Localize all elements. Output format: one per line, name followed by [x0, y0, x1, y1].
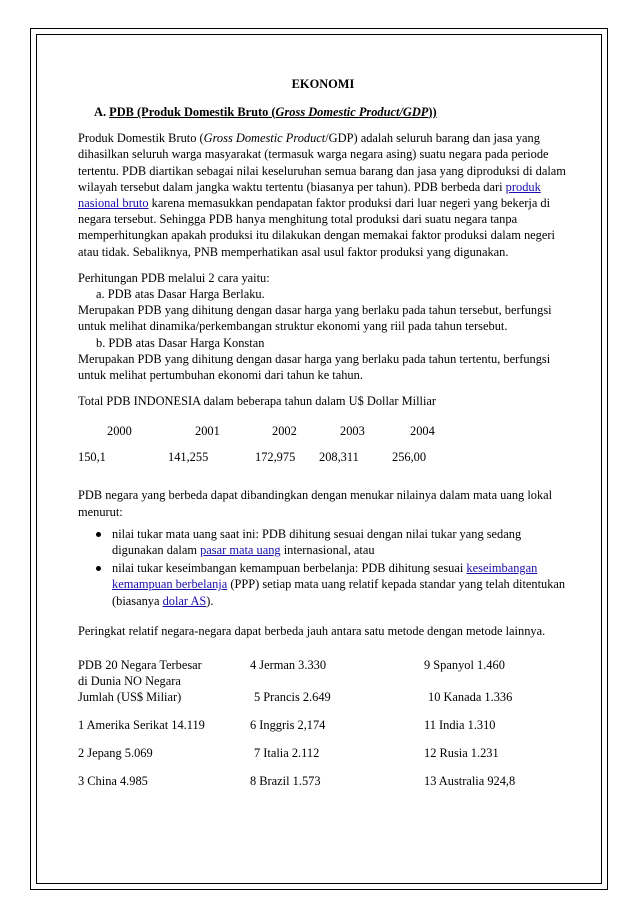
value-cell: 172,975 [255, 450, 296, 465]
year-cell: 2003 [340, 424, 365, 439]
compare-intro: PDB negara yang berbeda dapat dibandingkan dengan menukar nilainya dalam mata uang lokal menurut: [78, 488, 553, 519]
total-heading: Total PDB INDONESIA dalam beberapa tahun dalam U$ Dollar Milliar [78, 394, 437, 409]
list-item [78, 526, 568, 558]
ranking-head-1: PDB 20 Negara Terbesar [78, 658, 202, 673]
section-a-title-italic: Gross Domestic Product/GDP [275, 105, 429, 119]
ranking-row [78, 657, 568, 673]
compare-list [78, 526, 568, 609]
ranking-cell: 13 Australia 924,8 [424, 774, 516, 789]
ranking-cell: 4 Jerman 3.330 [250, 658, 327, 673]
ranking-cell: 7 Italia 2.112 [254, 746, 320, 761]
b2-pre: nilai tukar keseimbangan kemampuan berbelanja: PDB dihitung sesuai [112, 561, 467, 576]
para1-italic: Gross Domestic Product [203, 131, 326, 146]
page-title: EKONOMI [291, 77, 355, 91]
year-cell: 2002 [272, 424, 297, 439]
total-values-row [78, 449, 568, 465]
ranking-cell: 11 India 1.310 [424, 718, 496, 733]
b1-post: internasional, atau [280, 543, 375, 558]
total-years-row [78, 423, 568, 439]
bullet-icon [96, 566, 101, 571]
year-cell: 2000 [107, 424, 132, 439]
perhitungan-b-text: Merupakan PDB yang dihitung dengan dasar harga yang berlaku pada tahun tertentu, berfungsi untuk melihat pertumbuhan ekonomi dari tahun ke tahun. [78, 351, 551, 383]
ranking-cell: 1 Amerika Serikat 14.119 [78, 718, 205, 733]
bullet-icon [96, 532, 101, 537]
para1-s1: Produk Domestik Bruto ( [78, 131, 204, 146]
ranking-row [78, 745, 568, 761]
perhitungan-a-label: a. PDB atas Dasar Harga Berlaku. [96, 287, 265, 302]
b2-post: ). [206, 593, 214, 608]
ranking-row [78, 717, 568, 733]
ranking-cell: 5 Prancis 2.649 [254, 690, 331, 705]
para1-s2: /GDP) adalah seluruh barang dan jasa yang dihasilkan seluruh warga masyarakat (termasuk warga negara asing) suatu negara pada periode tertentu. PDB diartikan sebagai nilai keseluruhan semua barang dan jasa yang diproduksi di dalam wilayah tersebut dalam jangka waktu tertentu (biasanya per tahun). PDB berbeda dari [78, 131, 566, 194]
perhitungan-b-label: b. PDB atas Dasar Harga Konstan [96, 335, 265, 350]
ranking-cell: 8 Brazil 1.573 [250, 774, 321, 789]
link-keseimbangan-kemampuan-berbelanja[interactable]: keseimbangan kemampuan berbelanja [112, 561, 538, 592]
document-body [78, 76, 568, 789]
section-a-title-pre: PDB (Produk Domestik Bruto ( [109, 105, 276, 119]
ranking-head-2: di Dunia NO Negara [78, 674, 181, 689]
para1-s3: karena memasukkan pendapatan faktor produksi dari luar negeri yang bekerja di negara tersebut. Sehingga PDB hanya menghitung total produksi dari suatu negara tanpa memperhitungkan apakah produksi itu dilakukan dengan memakai faktor produksi dalam negeri atau tidak. Sebaliknya, PNB memperhatikan asal usul faktor produksi yang digunakan. [78, 196, 555, 259]
value-cell: 256,00 [392, 450, 427, 465]
perhitungan-intro: Perhitungan PDB melalui 2 cara yaitu: [78, 270, 270, 285]
ranking-cell: 12 Rusia 1.231 [424, 746, 499, 761]
section-a-title [109, 105, 436, 119]
paragraph-definition [78, 130, 568, 260]
ranking-cell: 3 China 4.985 [78, 774, 148, 789]
ranking-cell: 2 Jepang 5.069 [78, 746, 153, 761]
section-a-title-post: )) [428, 105, 437, 119]
ranking-head-3: Jumlah (US$ Miliar) [78, 690, 182, 705]
ranking-cell: 9 Spanyol 1.460 [424, 658, 505, 673]
section-a-prefix: A. [94, 105, 107, 119]
link-dolar-as[interactable]: dolar AS [162, 593, 207, 608]
year-cell: 2004 [410, 424, 435, 439]
value-cell: 208,311 [319, 450, 359, 465]
value-cell: 150,1 [78, 450, 106, 465]
value-cell: 141,255 [168, 450, 209, 465]
b1-pre: nilai tukar mata uang saat ini: PDB dihitung sesuai dengan nilai tukar yang sedang digunakan dalam [112, 526, 522, 558]
ranking-row [78, 773, 568, 789]
link-pasar-mata-uang[interactable]: pasar mata uang [200, 543, 281, 558]
peringkat-paragraph: Peringkat relatif negara-negara dapat berbeda jauh antara satu metode dengan metode lainnya. [78, 623, 546, 638]
perhitungan-a-text: Merupakan PDB yang dihitung dengan dasar harga yang berlaku pada tahun tersebut, berfungsi untuk melihat dinamika/perkembangan struktur ekonomi yang riil pada tahun tersebut. [78, 303, 552, 334]
section-a-heading [78, 104, 568, 120]
list-item [78, 560, 568, 609]
link-produk-nasional-bruto[interactable]: produk nasional bruto [78, 179, 541, 211]
ranking-row [78, 673, 568, 689]
ranking-cell: 6 Inggris 2,174 [250, 718, 326, 733]
year-cell: 2001 [195, 424, 220, 439]
ranking-cell: 10 Kanada 1.336 [428, 690, 513, 705]
b2-mid: (PPP) setiap mata uang relatif kepada standar yang telah ditentukan (biasanya [112, 577, 566, 608]
ranking-row [78, 689, 568, 705]
